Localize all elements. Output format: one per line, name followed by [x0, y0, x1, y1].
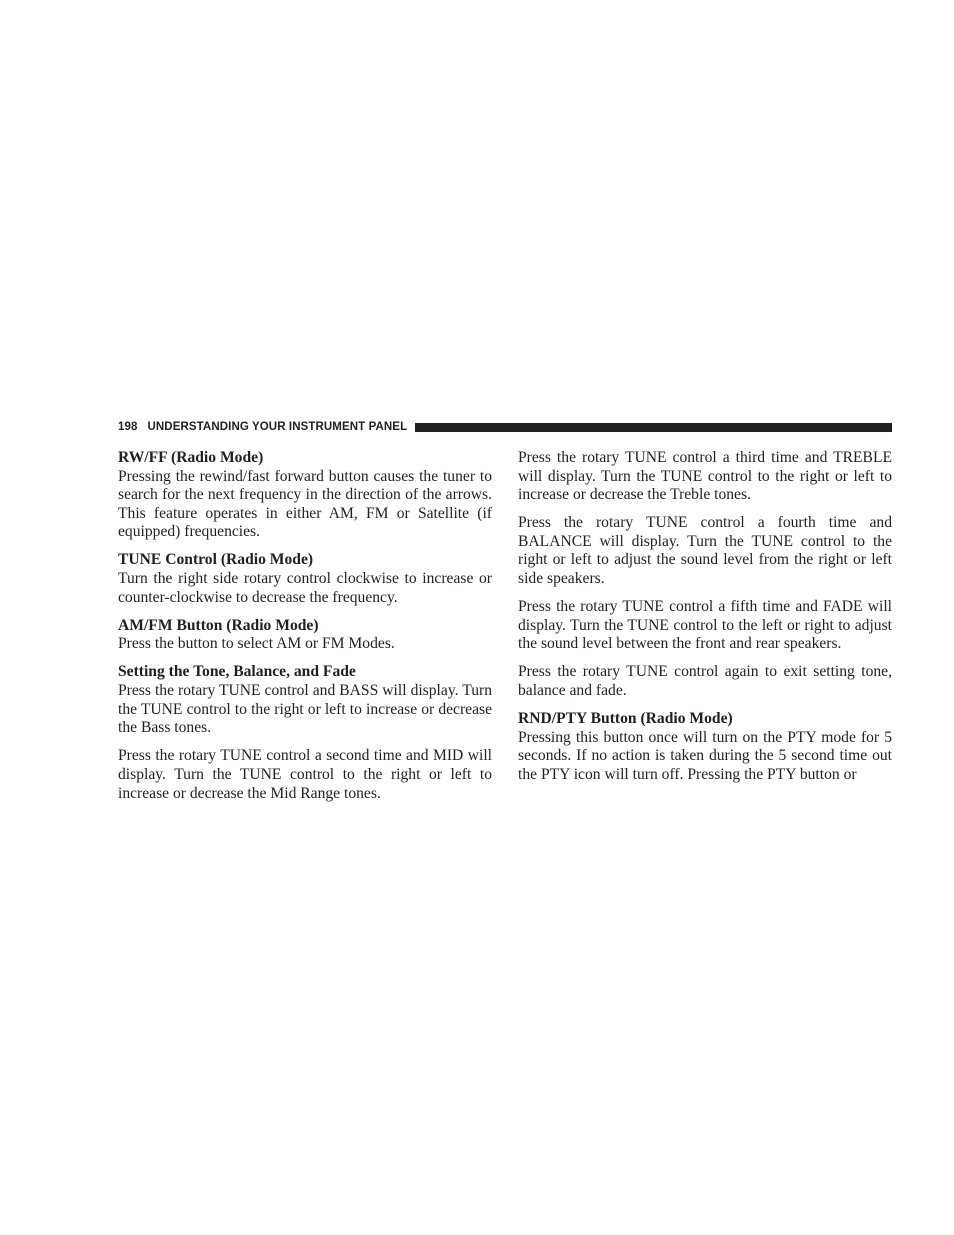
header-rule — [415, 423, 892, 432]
section-tone-balance-fade — [118, 663, 492, 803]
section-paragraph: Press the rotary TUNE control again to exit setting tone, balance and fade. — [518, 663, 892, 700]
section-heading: Setting the Tone, Balance, and Fade — [118, 663, 356, 681]
section-heading: RND/PTY Button (Radio Mode) — [518, 710, 733, 728]
section-heading: RW/FF (Radio Mode) — [118, 449, 264, 466]
section-tune-control — [118, 551, 492, 607]
section-heading: TUNE Control (Radio Mode) — [118, 551, 314, 569]
section-paragraph: Press the rotary TUNE control a fifth time and FADE will display. Turn the TUNE control to the left or right to adjust the sound level between the front and rear speakers. — [518, 598, 892, 653]
left-column — [118, 449, 492, 813]
section-paragraph: Press the button to select AM or FM Modes. — [118, 635, 395, 653]
section-paragraph: Pressing the rewind/fast forward button causes the tuner to search for the next frequency in the direction of the arrows. This feature operates in either AM, FM or Satellite (if equipped) frequencies. — [118, 467, 492, 541]
section-tone-continued — [518, 449, 892, 701]
section-rnd-pty — [518, 710, 892, 784]
section-rw-ff — [118, 449, 492, 542]
section-paragraph: Press the rotary TUNE control a third time and TREBLE will display. Turn the TUNE control to the right or left to increase or decrease the Treble tones. — [518, 449, 892, 504]
page-number: 198 — [118, 421, 138, 433]
right-column — [518, 449, 892, 794]
chapter-title: UNDERSTANDING YOUR INSTRUMENT PANEL — [147, 421, 408, 433]
section-paragraph: Pressing this button once will turn on the PTY mode for 5 seconds. If no action is taken during the 5 second time out the PTY icon will turn off. Pressing the PTY button or — [518, 728, 892, 783]
section-paragraph: Press the rotary TUNE control a fourth time and BALANCE will display. Turn the TUNE control to the right or left to adjust the sound level from the right or left side speakers. — [518, 514, 892, 588]
section-am-fm — [118, 617, 492, 654]
section-paragraph: Turn the right side rotary control clockwise to increase or counter-clockwise to decrease the frequency. — [118, 570, 492, 606]
page-header — [118, 420, 892, 434]
section-paragraph: Press the rotary TUNE control a second time and MID will display. Turn the TUNE control to the right or left to increase or decrease the Mid Range tones. — [118, 747, 492, 802]
section-paragraph: Press the rotary TUNE control and BASS will display. Turn the TUNE control to the right or left to increase or decrease the Bass tones. — [118, 682, 492, 737]
section-heading: AM/FM Button (Radio Mode) — [118, 616, 319, 634]
